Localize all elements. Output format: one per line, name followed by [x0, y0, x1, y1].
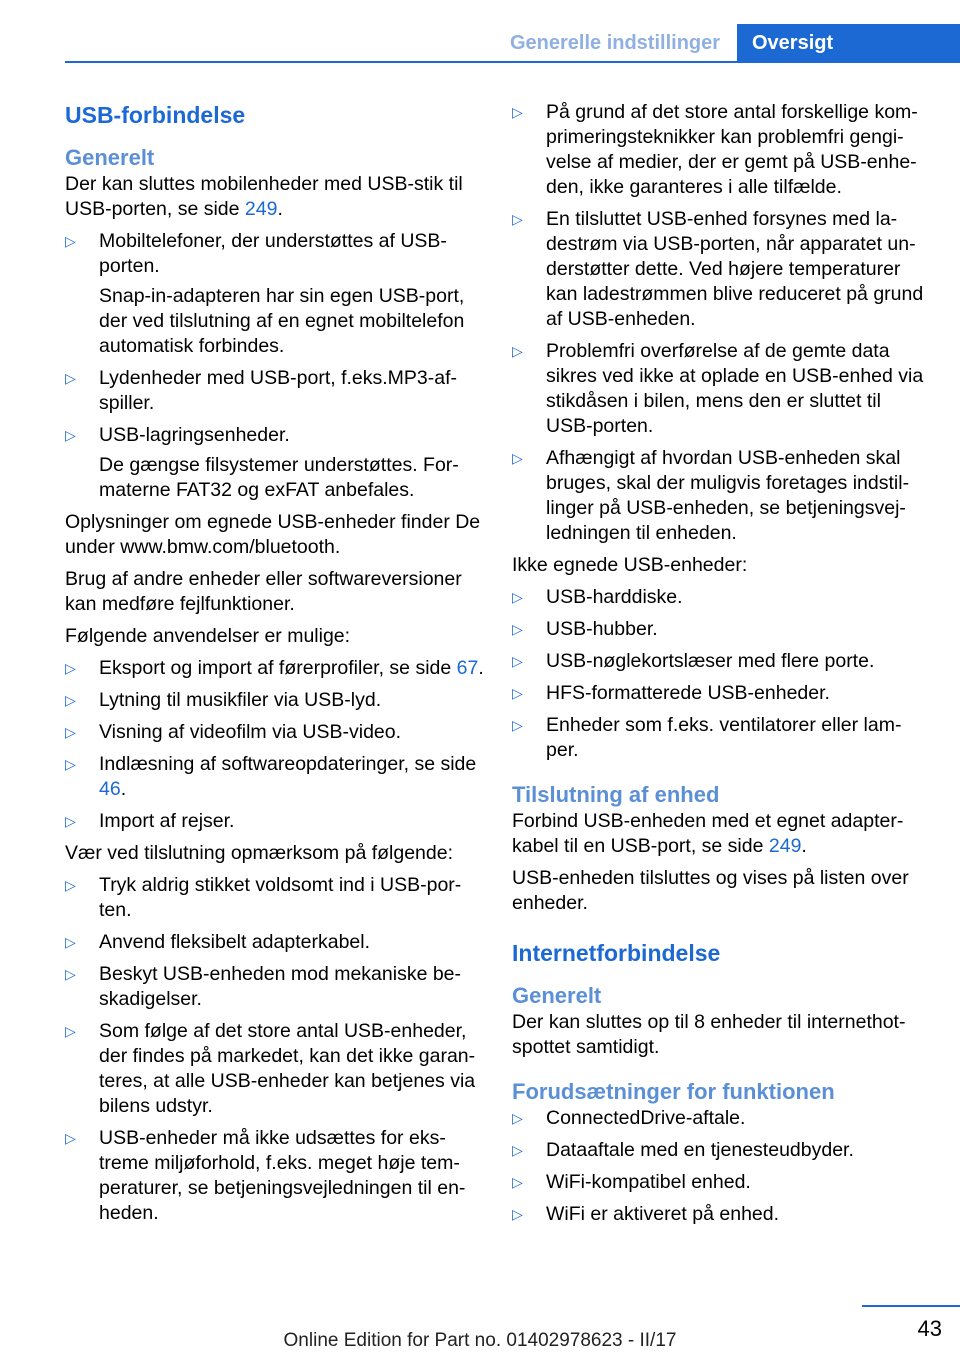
triangle-bullet-icon: ▷: [512, 717, 523, 733]
list-item: ▷ USB-hubber.: [512, 618, 658, 640]
triangle-bullet-icon: ▷: [65, 934, 76, 950]
triangle-bullet-icon: ▷: [65, 370, 76, 386]
list-item: ▷ Indlæsning af softwareopdateringer, se side 46.: [65, 753, 477, 800]
header-active-tab[interactable]: Oversigt: [737, 24, 960, 62]
paragraph: USB-enheden tilsluttes og vises på listen over enheder.: [512, 867, 909, 914]
heading-generelt: Generelt: [512, 983, 602, 1008]
triangle-bullet-icon: ▷: [512, 211, 523, 227]
uses-list: [65, 656, 485, 834]
heading-forudsaetninger: Forudsætninger for funktionen: [512, 1079, 835, 1104]
triangle-bullet-icon: ▷: [65, 877, 76, 893]
triangle-bullet-icon: ▷: [65, 724, 76, 740]
paragraph: Forbind USB-enheden med et egnet adapter-kabel til en USB-port, se side 249.: [512, 810, 904, 857]
list-item: ▷ USB-nøglekortslæser med flere porte.: [512, 650, 875, 672]
footer-rule: [862, 1305, 960, 1307]
page-link[interactable]: 249: [768, 835, 802, 857]
triangle-bullet-icon: ▷: [512, 589, 523, 605]
list-item: ▷ Anvend fleksibelt adapterkabel.: [65, 931, 371, 953]
list-item: ▷ Beskyt USB-enheden mod mekaniske be-skadigelser.: [65, 963, 462, 1010]
triangle-bullet-icon: ▷: [512, 1206, 523, 1222]
triangle-bullet-icon: ▷: [512, 343, 523, 359]
supported-devices-list: [65, 229, 485, 503]
list-item: ▷ På grund af det store antal forskellige kom-primeringsteknikker kan problemfri gengi-velse af medier, der er gemt på USB-enhe-den, ikke garanteres i alle tilfælde.: [512, 101, 918, 198]
triangle-bullet-icon: ▷: [512, 1174, 523, 1190]
list-item: ▷ Dataaftale med en tjenesteudbyder.: [512, 1139, 854, 1161]
list-item: ▷ Eksport og import af førerprofiler, se side 67.: [65, 657, 484, 679]
list-item: ▷ Afhængigt af hvordan USB-enheden skal bruges, skal der muligvis foretages indstil-linger på USB-enheden, se betjeningsvej-ledningen til enheden.: [512, 447, 910, 544]
list-item: ▷ WiFi er aktiveret på enhed.: [512, 1203, 780, 1225]
paragraph: Brug af andre enheder eller softwareversioner kan medføre fejlfunktioner.: [65, 568, 462, 615]
paragraph: Oplysninger om egnede USB-enheder finder De under www.bmw.com/bluetooth.: [65, 511, 481, 558]
triangle-bullet-icon: ▷: [65, 813, 76, 829]
page-link[interactable]: 249: [244, 198, 278, 220]
list-item: ▷ WiFi-kompatibel enhed.: [512, 1171, 751, 1193]
right-column: [512, 100, 932, 1234]
page-number: 43: [917, 1316, 942, 1341]
precautions-list: [65, 873, 485, 1226]
list-item: ▷ ConnectedDrive-aftale.: [512, 1107, 746, 1129]
unsupported-devices-list: [512, 585, 932, 763]
list-item: ▷ USB-lagringsenheder. De gængse filsystemer understøttes. For-materne FAT32 og exFAT anbefales.: [65, 424, 459, 501]
triangle-bullet-icon: ▷: [512, 104, 523, 120]
footer-edition: Online Edition for Part no. 01402978623 - II/17: [283, 1330, 677, 1351]
page-link[interactable]: 67: [456, 657, 479, 679]
triangle-bullet-icon: ▷: [65, 660, 76, 676]
list-item: ▷ Enheder som f.eks. ventilatorer eller lam-per.: [512, 714, 902, 761]
intro-paragraph: Der kan sluttes mobilenheder med USB-stik til USB-porten, se side 249.: [65, 173, 463, 220]
list-item: ▷ Visning af videofilm via USB-video.: [65, 721, 402, 743]
heading-generelt: Generelt: [65, 145, 155, 170]
list-item: ▷ Tryk aldrig stikket voldsomt ind i USB-por-ten.: [65, 874, 462, 921]
heading-usb: USB-forbindelse: [65, 102, 246, 128]
triangle-bullet-icon: ▷: [512, 621, 523, 637]
triangle-bullet-icon: ▷: [512, 653, 523, 669]
heading-tilslutning: Tilslutning af enhed: [512, 782, 720, 807]
triangle-bullet-icon: ▷: [65, 966, 76, 982]
notes-list: [512, 100, 932, 546]
requirements-list: [512, 1106, 932, 1227]
triangle-bullet-icon: ▷: [512, 450, 523, 466]
paragraph: Ikke egnede USB-enheder:: [512, 554, 748, 576]
list-item: ▷ USB-harddiske.: [512, 586, 683, 608]
triangle-bullet-icon: ▷: [65, 756, 76, 772]
paragraph: Vær ved tilslutning opmærksom på følgende:: [65, 842, 454, 864]
triangle-bullet-icon: ▷: [512, 1110, 523, 1126]
list-item: ▷ Lytning til musikfiler via USB-lyd.: [65, 689, 382, 711]
list-item: ▷ Som følge af det store antal USB-enheder, der findes på markedet, kan det ikke garan-teres, at alle USB-enheder kan betjenes via bilens udstyr.: [65, 1020, 476, 1117]
list-item: ▷ Import af rejser.: [65, 810, 235, 832]
heading-internet: Internetforbindelse: [512, 940, 721, 966]
paragraph: Følgende anvendelser er mulige:: [65, 625, 351, 647]
page-link[interactable]: 46: [99, 778, 121, 800]
triangle-bullet-icon: ▷: [65, 1023, 76, 1039]
paragraph: Der kan sluttes op til 8 enheder til internethot-spottet samtidigt.: [512, 1011, 906, 1058]
triangle-bullet-icon: ▷: [65, 427, 76, 443]
header-section-tab[interactable]: Generelle indstillinger: [509, 32, 721, 54]
list-item: ▷ En tilsluttet USB-enhed forsynes med la-destrøm via USB-porten, når apparatet un-derstøtter dette. Ved højere temperaturer kan ladestrømmen blive reduceret på grund af USB-enheden.: [512, 208, 924, 330]
list-item: ▷ USB-enheder må ikke udsættes for eks-treme miljøforhold, f.eks. meget høje tem-peraturer, se betjeningsvejledningen til en-heden.: [65, 1127, 466, 1224]
left-column: [65, 100, 485, 1233]
triangle-bullet-icon: ▷: [512, 685, 523, 701]
list-item: ▷ HFS-formatterede USB-enheder.: [512, 682, 830, 704]
list-item: ▷ Lydenheder med USB-port, f.eks.MP3-af-spiller.: [65, 367, 458, 414]
list-item: ▷ Problemfri overførelse af de gemte data sikres ved ikke at oplade en USB-enhed via stikdåsen i bilen, mens den er sluttet til USB-porten.: [512, 340, 924, 437]
triangle-bullet-icon: ▷: [65, 1130, 76, 1146]
triangle-bullet-icon: ▷: [65, 692, 76, 708]
list-item: ▷ Mobiltelefoner, der understøttes af USB-porten. Snap-in-adapteren har sin egen USB-port, der ved tilslutning af en egnet mobiltelefon automatisk forbindes.: [65, 230, 465, 357]
triangle-bullet-icon: ▷: [65, 233, 76, 249]
triangle-bullet-icon: ▷: [512, 1142, 523, 1158]
